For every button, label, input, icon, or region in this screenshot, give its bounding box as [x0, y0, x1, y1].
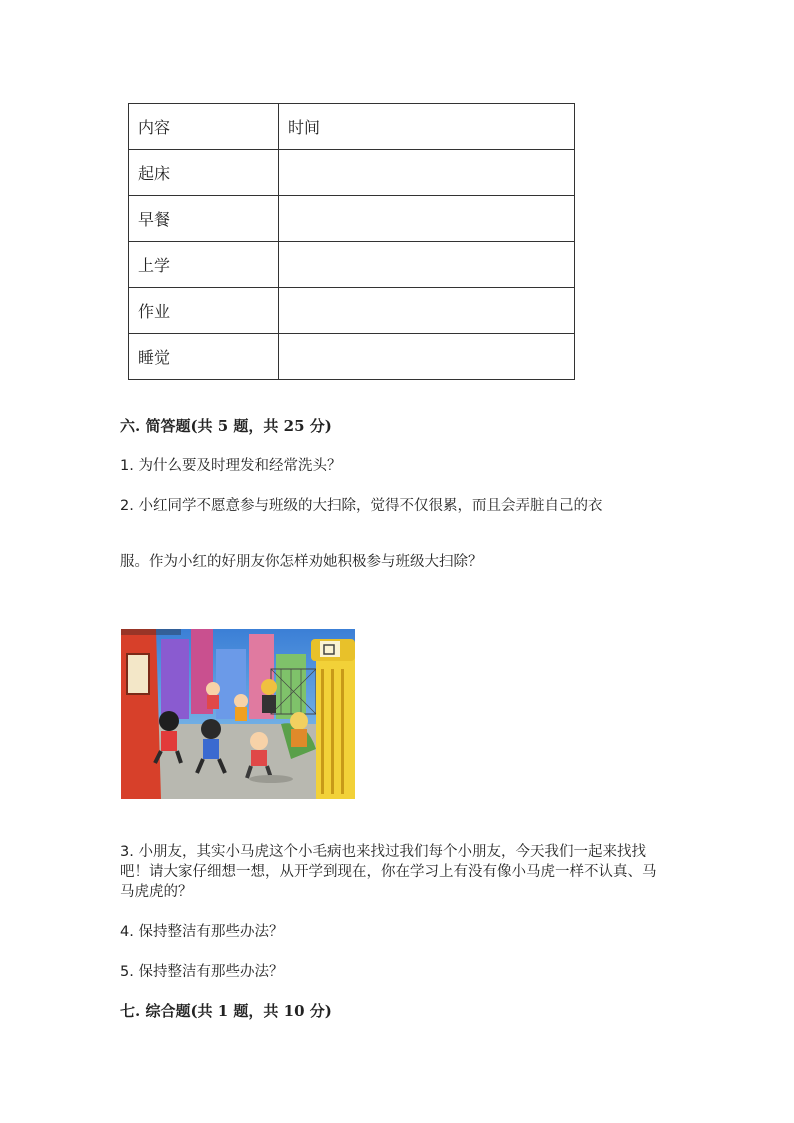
table-cell-activity: 早餐 [129, 196, 279, 242]
table-header-row [129, 104, 575, 150]
question-2-line-2: 服。作为小红的好朋友你怎样劝她积极参与班级大扫除？ [120, 554, 483, 570]
question-5: 5. 保持整洁有那些办法？ [120, 964, 284, 980]
question-1: 1. 为什么要及时理发和经常洗头？ [120, 458, 342, 474]
table-row [129, 334, 575, 380]
table-cell-time[interactable] [279, 150, 575, 196]
table-header-cell: 内容 [129, 104, 279, 150]
schedule-table [128, 103, 575, 380]
table-row [129, 196, 575, 242]
table-cell-time[interactable] [279, 334, 575, 380]
section-6-heading: 六. 简答题(共 5 题，共 25 分) [120, 417, 332, 435]
table-row [129, 242, 575, 288]
question-3: 3. 小朋友，其实小马虎这个小毛病也来找过我们每个小朋友，今天我们一起来找找吧！请大家仔细想一想，从开学到现在，你在学习上有没有像小马虎一样不认真、马马虎虎的？ [120, 844, 657, 900]
question-2-line-1: 2. 小红同学不愿意参与班级的大扫除，觉得不仅很累，而且会弄脏自己的衣 [120, 498, 603, 514]
table-cell-time[interactable] [279, 288, 575, 334]
table-row [129, 150, 575, 196]
table-cell-activity: 作业 [129, 288, 279, 334]
table-cell-time[interactable] [279, 196, 575, 242]
table-cell-activity: 睡觉 [129, 334, 279, 380]
question-4: 4. 保持整洁有那些办法？ [120, 924, 284, 940]
table-header-cell: 时间 [279, 104, 575, 150]
cartoon-illustration [121, 629, 355, 799]
table-cell-activity: 起床 [129, 150, 279, 196]
table-cell-activity: 上学 [129, 242, 279, 288]
section-7-heading: 七. 综合题(共 1 题，共 10 分) [120, 1002, 332, 1020]
table-row [129, 288, 575, 334]
table-cell-time[interactable] [279, 242, 575, 288]
